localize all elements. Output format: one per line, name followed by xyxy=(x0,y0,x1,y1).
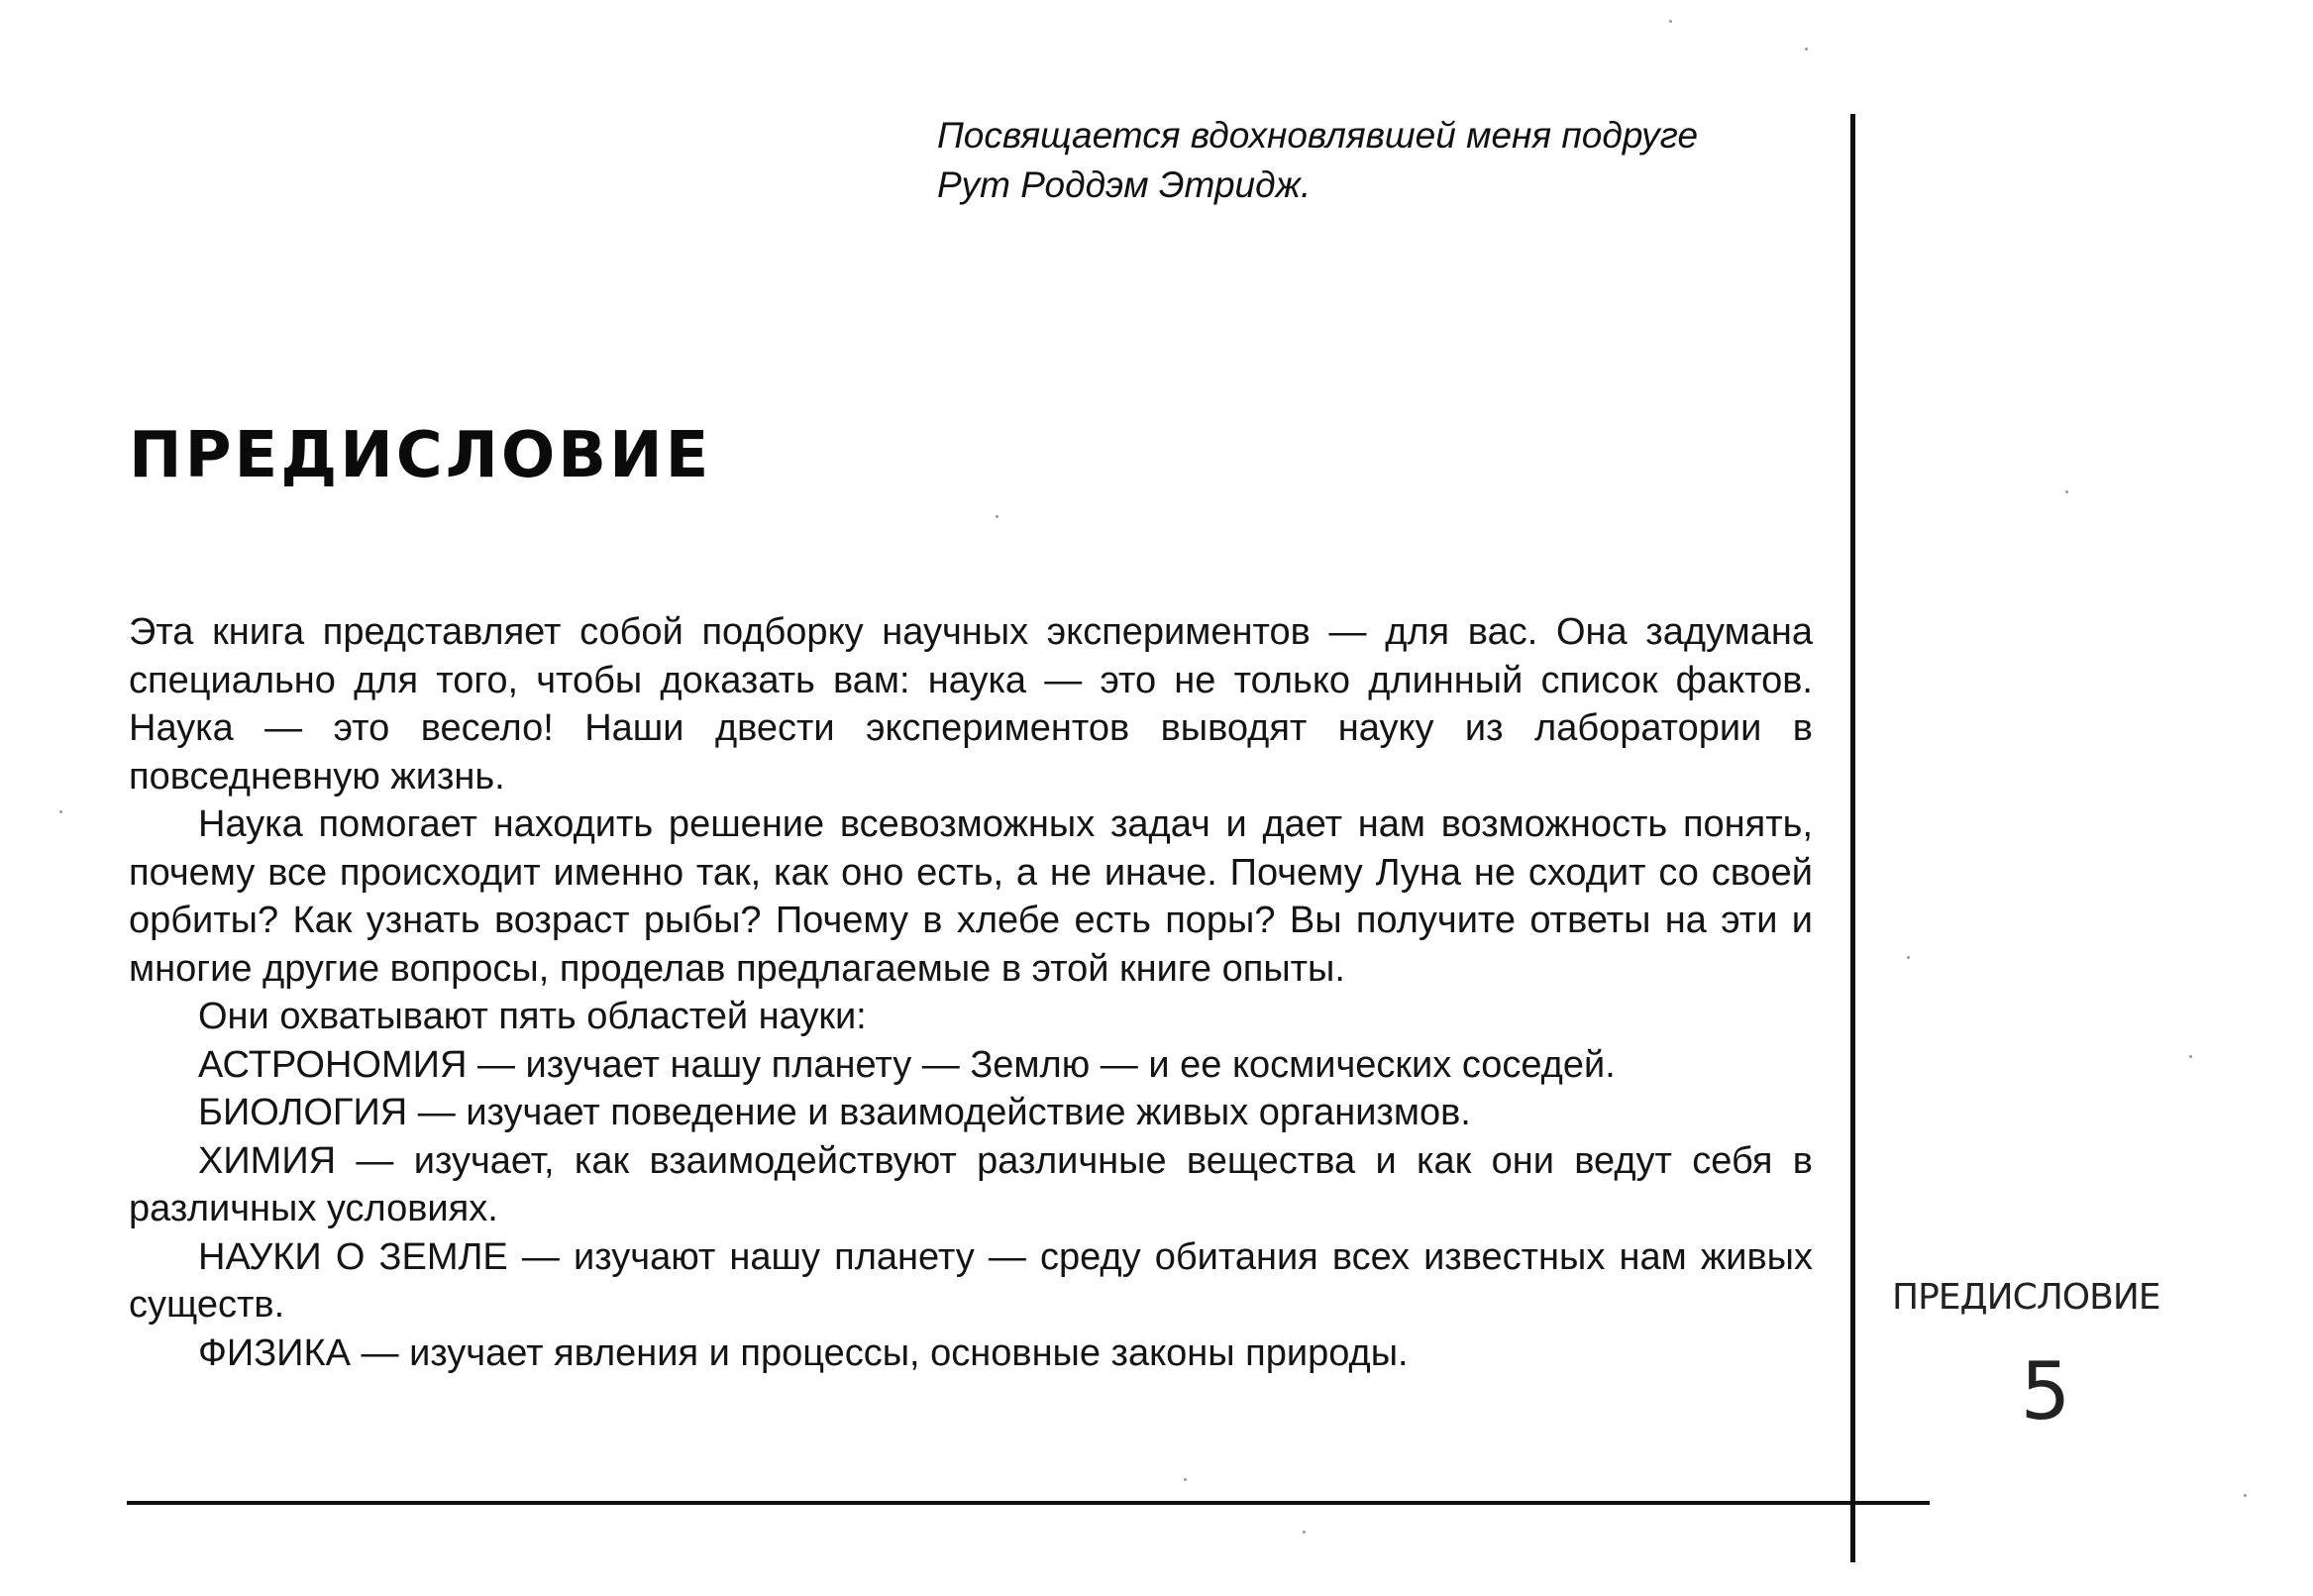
chapter-heading: ПРЕДИСЛОВИЕ xyxy=(129,419,712,492)
scan-speck xyxy=(1907,956,1910,959)
paragraph-science-helps: Наука помогает находить решение всевозможных задач и дает нам возможность понять, почему все происходит именно так, как оно есть, а не иначе. Почему Луна не сходит со своей орбиты? Как узнать возраст рыбы? Почему в хлебе есть поры? Вы получите ответы на эти и многие другие вопросы, проделав предлагаемые в этой книге опыты. xyxy=(129,803,1813,990)
paragraph-chemistry: ХИМИЯ — изучает, как взаимодействуют различные вещества и как они ведут себя в различных условиях. xyxy=(129,1139,1813,1229)
scan-speck xyxy=(2065,490,2068,493)
scan-speck xyxy=(2189,1055,2192,1058)
paragraph-astronomy: АСТРОНОМИЯ — изучает нашу планету — Землю — и ее космических соседей. xyxy=(198,1043,1616,1086)
scan-speck xyxy=(1303,1531,1306,1534)
scan-speck xyxy=(1669,20,1672,23)
vertical-rule xyxy=(1850,114,1855,1562)
scan-speck xyxy=(2244,1494,2247,1497)
scan-speck xyxy=(1184,1478,1187,1481)
scan-speck xyxy=(59,810,62,813)
running-head: ПРЕДИСЛОВИЕ xyxy=(1892,1277,2160,1318)
body-text xyxy=(129,608,1813,1377)
paragraph-biology: БИОЛОГИЯ — изучает поведение и взаимодействие живых организмов. xyxy=(198,1092,1471,1133)
paragraph-five-areas: Они охватывают пять областей науки: xyxy=(198,996,867,1037)
dedication-line-2: Рут Роддэм Этридж. xyxy=(937,164,1312,205)
paragraph-intro: Эта книга представляет собой подборку научных экспериментов — для вас. Она задумана специально для того, чтобы доказать вам: наука — это не только длинный список фактов. Наука — это весело! Наши двести экспериментов выводят науку из лаборатории в повседневную жизнь. xyxy=(129,611,1813,798)
dedication xyxy=(937,111,1829,210)
scan-speck xyxy=(1805,48,1808,51)
page-number: 5 xyxy=(2020,1345,2071,1437)
paragraph-physics: ФИЗИКА — изучает явления и процессы, основные законы природы. xyxy=(198,1331,1409,1374)
dedication-line-1: Посвящается вдохновлявшей меня подруге xyxy=(937,115,1699,156)
paragraph-earth-sciences: НАУКИ О ЗЕМЛЕ — изучают нашу планету — среду обитания всех известных нам живых существ. xyxy=(129,1235,1813,1326)
horizontal-rule xyxy=(127,1501,1930,1505)
scan-speck xyxy=(996,515,999,518)
